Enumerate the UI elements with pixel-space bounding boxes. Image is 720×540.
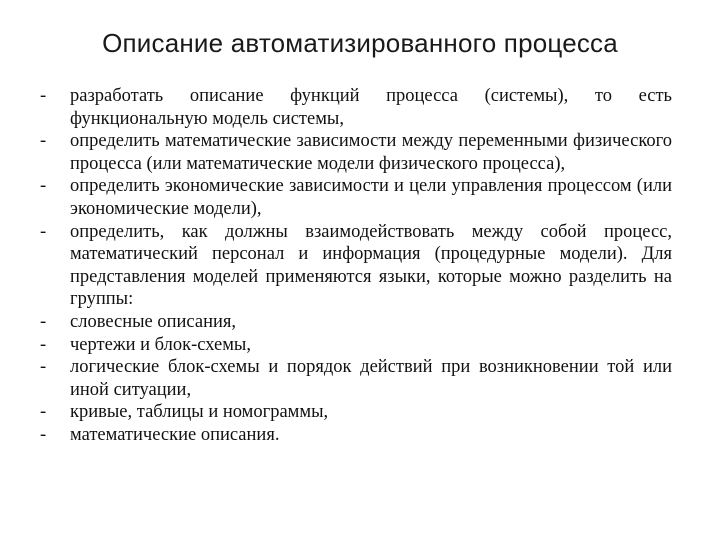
list-item-text: определить, как должны взаимодействовать между собой процесс, математический персонал и информация (процедурные модели). Для представления моделей применяются языки, которые можно разделить на группы: <box>70 221 672 310</box>
list-item <box>40 424 672 447</box>
list-item-text: разработать описание функций процесса (системы), то есть функциональную модель системы, <box>70 86 672 129</box>
list-item <box>40 401 672 424</box>
list-item-text: кривые, таблицы и номограммы, <box>70 402 329 423</box>
list-item-text: чертежи и блок-схемы, <box>70 334 251 355</box>
slide-title: Описание автоматизированного процесса <box>102 28 618 58</box>
list-item <box>40 311 672 334</box>
list-item-text: словесные описания, <box>70 311 237 332</box>
bullet-marker: - <box>40 357 47 378</box>
list-item <box>40 221 672 311</box>
bullet-marker: - <box>40 402 47 423</box>
bullet-marker: - <box>40 221 47 242</box>
list-item <box>40 334 672 357</box>
list-item-text: логические блок-схемы и порядок действий при возникновении той или иной ситуации, <box>70 357 672 400</box>
list-item-text: определить математические зависимости между переменными физического процесса (или математические модели физического процесса), <box>70 131 672 174</box>
list-item <box>40 175 672 220</box>
list-item <box>40 130 672 175</box>
bullet-marker: - <box>40 424 47 445</box>
bullet-marker: - <box>40 131 47 152</box>
bullet-marker: - <box>40 334 47 355</box>
list-item-text: математические описания. <box>70 424 280 445</box>
bullet-marker: - <box>40 311 47 332</box>
bullet-marker: - <box>40 86 47 106</box>
bullet-list <box>40 85 672 447</box>
bullet-marker: - <box>40 176 47 197</box>
list-item <box>40 356 672 401</box>
list-item-text: определить экономические зависимости и цели управления процессом (или экономические модели), <box>70 176 672 219</box>
list-item <box>40 85 672 130</box>
